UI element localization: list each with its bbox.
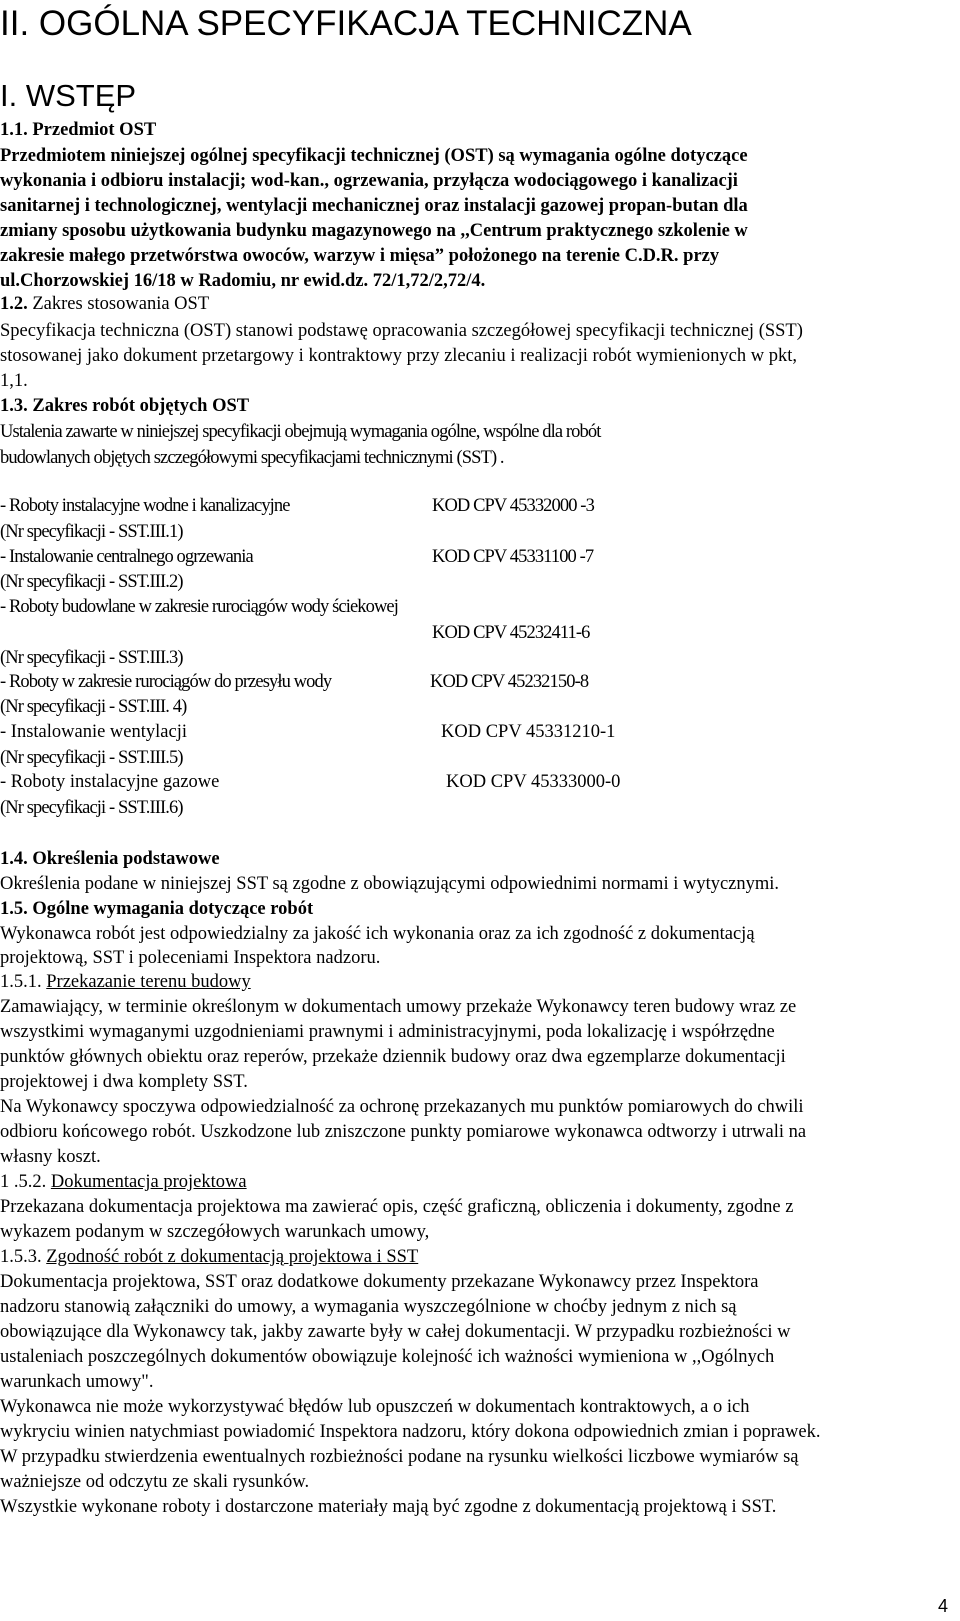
work-item-name: - Roboty instalacyjne wodne i kanalizacyjne bbox=[0, 496, 290, 516]
work-item-spec: (Nr specyfikacji - SST.III.2) bbox=[0, 572, 183, 592]
s153-line: W przypadku stwierdzenia ewentualnych rozbieżności podane na rysunku wielkości liczbowe wymiarów są bbox=[0, 1447, 799, 1467]
s151-line: odbioru końcowego robót. Uszkodzone lub zniszczone punkty pomiarowe wykonawca odtworzy i utrwali na bbox=[0, 1122, 807, 1142]
s151-line: punktów głównych obiektu oraz reperów, przekaże dziennik budowy oraz dwa egzemplarze dokumentacji bbox=[0, 1047, 786, 1067]
section-title: I. WSTĘP bbox=[0, 78, 137, 113]
s11-line: zmiany sposobu użytkowania budynku magazynowego na ,,Centrum praktycznego szkolenie w bbox=[0, 221, 748, 241]
s152-line: Przekazana dokumentacja projektowa ma zawierać opis, część graficzną, obliczenia i dokumenty, zgodne z bbox=[0, 1197, 794, 1217]
document-title: II. OGÓLNA SPECYFIKACJA TECHNICZNA bbox=[0, 4, 692, 43]
s153-line: ważniejsze od odczytu ze skali rysunków. bbox=[0, 1472, 310, 1492]
work-item-name: - Instalowanie wentylacji bbox=[0, 722, 187, 742]
s151-heading bbox=[0, 970, 251, 994]
s11-line: ul.Chorzowskiej 16/18 w Radomiu, nr ewid.dz. 72/1,72/2,72/4. bbox=[0, 271, 486, 291]
s11-heading: 1.1. Przedmiot OST bbox=[0, 120, 157, 140]
s13-heading bbox=[0, 394, 249, 418]
s153-line: Wszystkie wykonane roboty i dostarczone materiały mają być zgodne z dokumentacją projektową i SST. bbox=[0, 1497, 777, 1517]
s12-line: 1,1. bbox=[0, 371, 28, 391]
s152-heading bbox=[0, 1170, 247, 1194]
s153-line: wykryciu winien natychmiast powiadomić Inspektora nadzoru, który dokona odpowiednich zmian i poprawek. bbox=[0, 1422, 821, 1442]
s153-line: obowiązujące dla Wykonawcy tak, jakby zawarte były w całej dokumentacji. W przypadku rozbieżności w bbox=[0, 1322, 791, 1342]
work-item-code: KOD CPV 45232411-6 bbox=[432, 623, 590, 643]
s13-line: budowlanych objętych szczegółowymi specyfikacjami technicznymi (SST) . bbox=[0, 448, 504, 468]
s152-number: 1 .5.2. bbox=[0, 1172, 51, 1192]
work-item-code: KOD CPV 45331210-1 bbox=[441, 722, 616, 742]
work-item-spec: (Nr specyfikacji - SST.III.1) bbox=[0, 522, 183, 542]
work-item-spec: (Nr specyfikacji - SST.III.5) bbox=[0, 748, 183, 768]
work-item-code: KOD CPV 45332000 -3 bbox=[432, 496, 594, 516]
s14-line: Określenia podane w niniejszej SST są zgodne z obowiązującymi odpowiednimi normami i wytycznymi. bbox=[0, 874, 780, 894]
work-item-spec: (Nr specyfikacji - SST.III. 4) bbox=[0, 697, 187, 717]
s151-line: Zamawiający, w terminie określonym w dokumentach umowy przekaże Wykonawcy teren budowy wraz ze bbox=[0, 997, 797, 1017]
work-item-name: - Instalowanie centralnego ogrzewania bbox=[0, 547, 253, 567]
s13-title: Zakres robót objętych OST bbox=[27, 396, 250, 416]
s151-line: Na Wykonawcy spoczywa odpowiedzialność za ochronę przekazanych mu punktów pomiarowych do chwili bbox=[0, 1097, 804, 1117]
s11-line: wykonania i odbioru instalacji; wod-kan., ogrzewania, przyłącza wodociągowego i kanalizacji bbox=[0, 171, 738, 191]
s15-line: Wykonawca robót jest odpowiedzialny za jakość ich wykonania oraz za ich zgodność z dokumentacją bbox=[0, 924, 755, 944]
work-item-code: KOD CPV 45331100 -7 bbox=[432, 547, 594, 567]
work-item-spec: (Nr specyfikacji - SST.III.3) bbox=[0, 648, 183, 668]
s153-heading bbox=[0, 1245, 418, 1269]
s153-title: Zgodność robót z dokumentacją projektowa i SST bbox=[46, 1247, 419, 1267]
s11-line: zakresie małego przetwórstwa owoców, warzyw i mięsa” położonego na terenie C.D.R. przy bbox=[0, 246, 720, 266]
s11-line: Przedmiotem niniejszej ogólnej specyfikacji technicznej (OST) są wymagania ogólne dotyczące bbox=[0, 146, 748, 166]
s13-number: 1.3. bbox=[0, 396, 28, 416]
s151-line: projektowej i dwa komplety SST. bbox=[0, 1072, 248, 1092]
s15-heading: 1.5. Ogólne wymagania dotyczące robót bbox=[0, 899, 314, 919]
s15-line: projektową, SST i poleceniami Inspektora nadzoru. bbox=[0, 948, 381, 968]
work-item-code: KOD CPV 45333000-0 bbox=[446, 772, 621, 792]
s153-line: Dokumentacja projektowa, SST oraz dodatkowe dokumenty przekazane Wykonawcy przez Inspektora bbox=[0, 1272, 759, 1292]
s12-title: Zakres stosowania OST bbox=[27, 294, 210, 314]
s153-line: ustaleniach poszczególnych dokumentów obowiązuje kolejność ich ważności wymieniona w ,,Ogólnych bbox=[0, 1347, 775, 1367]
work-item-spec: (Nr specyfikacji - SST.III.6) bbox=[0, 798, 183, 818]
s152-title: Dokumentacja projektowa bbox=[50, 1172, 247, 1192]
work-item-code: KOD CPV 45232150-8 bbox=[430, 672, 589, 692]
work-item-name: - Roboty budowlane w zakresie rurociągów wody ściekowej bbox=[0, 597, 398, 617]
s12-line: Specyfikacja techniczna (OST) stanowi podstawę opracowania szczegółowej specyfikacji technicznej (SST) bbox=[0, 321, 803, 341]
s153-line: nadzoru stanowią załączniki do umowy, a wymagania wyszczególnione w choćby jednym z nich są bbox=[0, 1297, 737, 1317]
s11-line: sanitarnej i technologicznej, wentylacji mechanicznej oraz instalacji gazowej propan-butan dla bbox=[0, 196, 748, 216]
s12-heading bbox=[0, 292, 209, 316]
s151-line: wszystkimi wymaganymi uzgodnieniami prawnymi i administracyjnymi, poda lokalizację i współrzędne bbox=[0, 1022, 775, 1042]
s151-number: 1.5.1. bbox=[0, 972, 47, 992]
s151-title: Przekazanie terenu budowy bbox=[46, 972, 251, 992]
s13-line: Ustalenia zawarte w niniejszej specyfikacji obejmują wymagania ogólne, wspólne dla robót bbox=[0, 422, 601, 442]
work-item-name: - Roboty w zakresie rurociągów do przesyłu wody bbox=[0, 672, 332, 692]
page-number: 4 bbox=[938, 1596, 949, 1616]
s12-line: stosowanej jako dokument przetargowy i kontraktowy przy zlecaniu i realizacji robót wymienionych w pkt, bbox=[0, 346, 797, 366]
s12-number: 1.2. bbox=[0, 294, 28, 314]
s14-heading: 1.4. Określenia podstawowe bbox=[0, 849, 220, 869]
s153-number: 1.5.3. bbox=[0, 1247, 47, 1267]
s152-line: wykazem podanym w szczegółowych warunkach umowy, bbox=[0, 1222, 430, 1242]
s153-line: Wykonawca nie może wykorzystywać błędów lub opuszczeń w dokumentach kontraktowych, a o ich bbox=[0, 1397, 750, 1417]
work-item-name: - Roboty instalacyjne gazowe bbox=[0, 772, 220, 792]
s153-line: warunkach umowy". bbox=[0, 1372, 154, 1392]
s151-line: własny koszt. bbox=[0, 1147, 101, 1167]
